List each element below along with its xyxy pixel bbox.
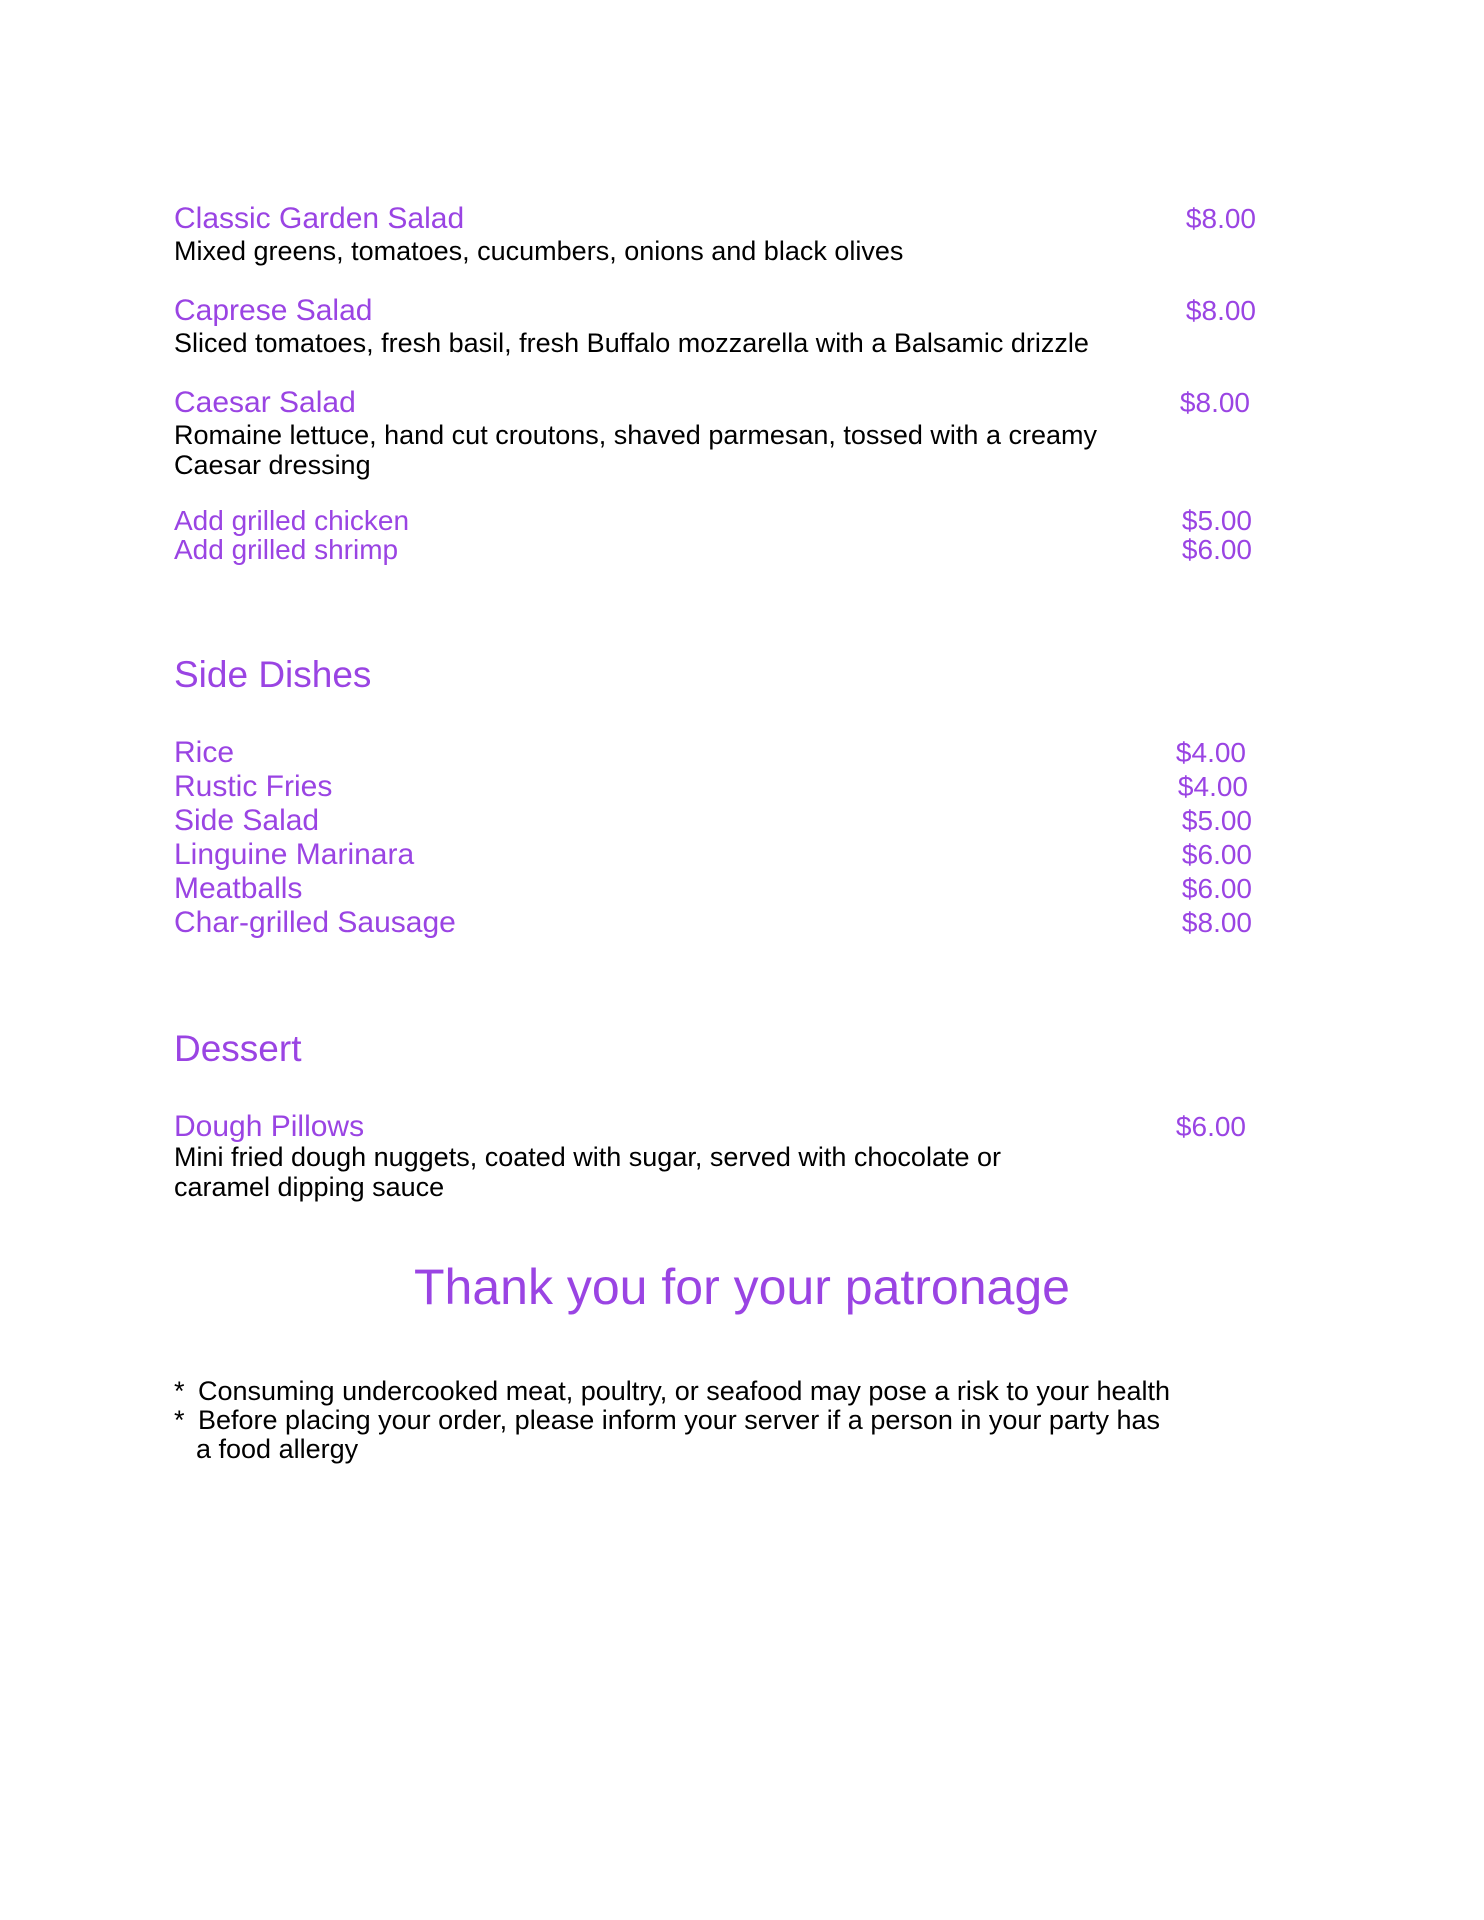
item-name: Dough Pillows [174,1110,365,1143]
item-name: Caesar Salad [174,386,356,419]
footnote-text: a food allergy [196,1434,359,1464]
section-heading-side-dishes: Side Dishes [174,654,372,695]
footnote-marker: * [174,1405,185,1435]
footnote-text: Consuming undercooked meat, poultry, or seafood may pose a risk to your health [198,1376,1171,1406]
list-item-name: Char-grilled Sausage [174,906,456,939]
footnote-marker: * [174,1376,185,1406]
list-item-price: $8.00 [1181,907,1252,938]
thank-you-message: Thank you for your patronage [414,1259,1070,1315]
addon-price: $6.00 [1181,534,1252,565]
list-item-price: $4.00 [1177,771,1248,802]
list-item-name: Side Salad [174,804,320,837]
item-name: Caprese Salad [174,294,373,327]
list-item-name: Meatballs [174,872,303,905]
item-description: Mini fried dough nuggets, coated with sugar, served with chocolate or [174,1142,1001,1172]
item-price: $8.00 [1179,387,1250,418]
list-item-price: $6.00 [1181,873,1252,904]
item-price: $6.00 [1175,1111,1246,1142]
item-price: $8.00 [1185,203,1256,234]
item-description: caramel dipping sauce [174,1172,445,1202]
list-item-name: Rice [174,736,235,769]
footnote-text: Before placing your order, please inform your server if a person in your party has [198,1405,1160,1435]
addon-name: Add grilled shrimp [174,534,399,565]
item-description: Mixed greens, tomatoes, cucumbers, onions and black olives [174,236,904,266]
item-description: Sliced tomatoes, fresh basil, fresh Buffalo mozzarella with a Balsamic drizzle [174,328,1089,358]
item-description: Romaine lettuce, hand cut croutons, shaved parmesan, tossed with a creamy [174,420,1097,450]
section-heading-dessert: Dessert [174,1028,302,1069]
item-name: Classic Garden Salad [174,202,465,235]
item-price: $8.00 [1185,295,1256,326]
list-item-name: Rustic Fries [174,770,333,803]
addon-name: Add grilled chicken [174,505,410,536]
list-item-name: Linguine Marinara [174,838,415,871]
list-item-price: $6.00 [1181,839,1252,870]
addon-price: $5.00 [1181,505,1252,536]
list-item-price: $4.00 [1175,737,1246,768]
list-item-price: $5.00 [1181,805,1252,836]
item-description: Caesar dressing [174,450,371,480]
